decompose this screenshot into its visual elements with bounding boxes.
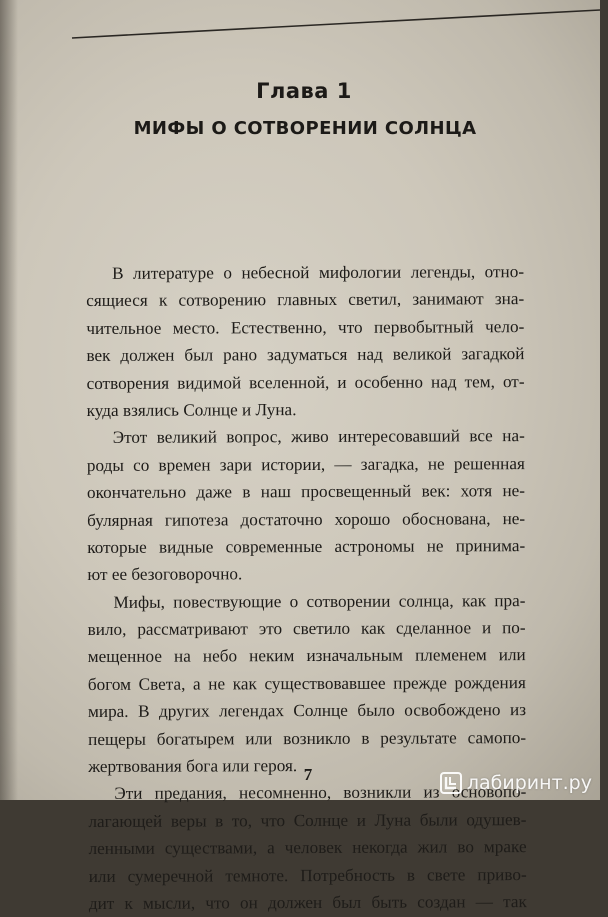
text-line: ленными существами, а человек некогда жил во мраке [88, 837, 527, 859]
text-line: дит к мысли, что он должен был быть создан — так [88, 892, 527, 913]
text-line: или сумеречной темноте. Потребность в свете приво- [88, 864, 527, 886]
text-line: сящиеся к сотворению главных светил, занимают зна- [86, 289, 525, 311]
body-text [86, 258, 527, 917]
text-line: окончательно даже в наш просвещенный век: хотя не- [86, 481, 526, 503]
text-line: богом Света, а не как существовавшее прежде рождения [87, 672, 526, 694]
text-line: мещенное на небо неким изначальным племенем или [87, 645, 526, 667]
text-line: пещеры богатырем или возникло в результате самопо- [88, 727, 527, 749]
text-line: Мифы, повествующие о сотворении солнца, как пра- [113, 590, 526, 612]
text-line: вило, рассматривают это светило как сделанное и по- [87, 618, 526, 640]
text-line: век должен был рано задуматься над великой загадкой [86, 344, 525, 366]
chapter-heading [0, 78, 600, 142]
chapter-title: МИФЫ О СОТВОРЕНИИ СОЛНЦА [133, 118, 477, 139]
header-rule [0, 0, 600, 60]
text-line: булярная гипотеза достаточно хорошо обоснована, не- [87, 508, 526, 530]
text-line: ют ее безоговорочно. [87, 564, 243, 585]
text-line: чительное место. Естественно, что первобытный чело- [86, 316, 525, 338]
text-line: сотворения видимой вселенной, и особенно над тем, от- [86, 371, 525, 393]
text-line: мира. В других легендах Солнце было освобождено из [87, 700, 527, 722]
text-line: лагающей веры в то, что Солнце и Луна были одушев- [88, 809, 527, 831]
text-line: которые видные современные астрономы не принима- [87, 535, 526, 557]
watermark [440, 770, 592, 796]
watermark-text: лабиринт.ру [466, 772, 592, 794]
page-number: 7 [303, 765, 313, 784]
text-line: жертвования бога или героя. [88, 756, 298, 777]
text-line: Этот великий вопрос, живо интересовавший все на- [112, 426, 525, 448]
text-line: роды со времен зари истории, — загадка, не решенная [86, 453, 525, 475]
labirint-logo-icon [440, 772, 462, 794]
text-line: Эти предания, несомненно, возникли из основопо- [114, 782, 527, 804]
text-line: куда взялись Солнце и Луна. [86, 400, 297, 420]
text-line: В литературе о небесной мифологии легенды, отно- [112, 262, 525, 283]
chapter-number: Глава 1 [256, 79, 352, 103]
